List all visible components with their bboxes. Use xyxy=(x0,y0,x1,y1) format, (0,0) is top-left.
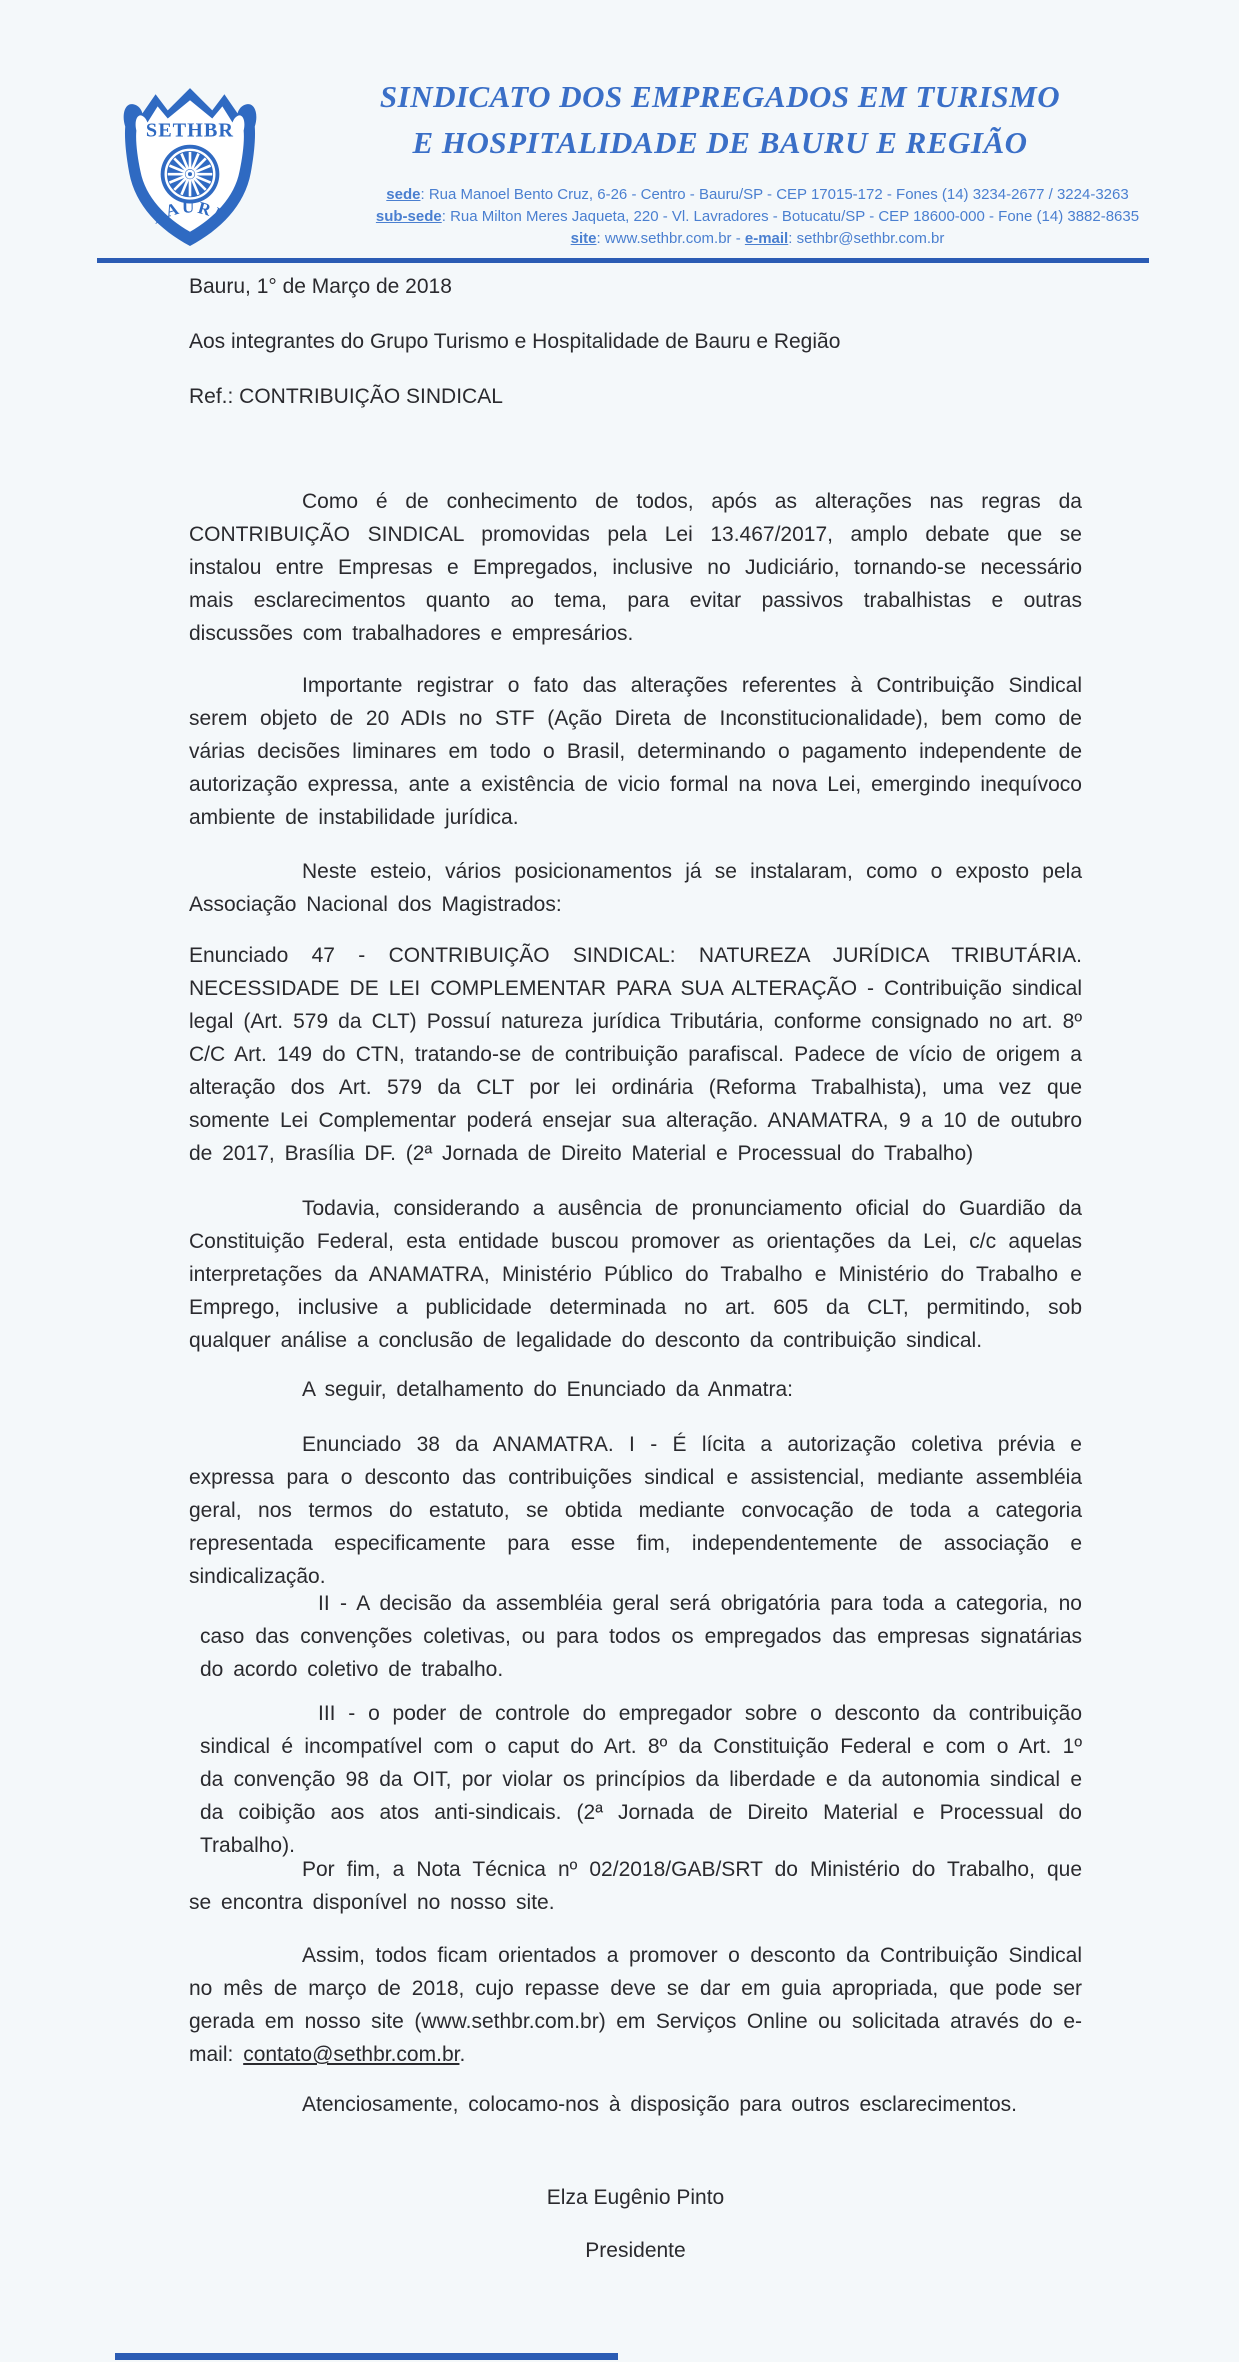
paragraph-1: Como é de conhecimento de todos, após as alterações nas regras da CONTRIBUIÇÃO SINDICAL promovidas pela Lei 13.467/2017, amplo debate que se instalou entre Empresas e Empregados, inclusive no Judiciário, tornando-se necessário mais esclarecimentos quanto ao tema, para evitar passivos trabalhistas e outras discussões com trabalhadores e empresários. xyxy=(189,490,1082,645)
closing-line: Atenciosamente, colocamo-nos à disposição para outros esclarecimentos. xyxy=(302,2093,1018,2116)
contact-line-subsede xyxy=(330,206,1185,228)
contact-block xyxy=(330,184,1185,250)
paragraph-9-item-iii: III - o poder de controle do empregador sobre o desconto da contribuição sindical é incompatível com o caput do Art. 8º da Constituição Federal e com o Art. 1º da convenção 98 da OIT, por violar os princípios da liberdade e da autonomia sindical e da coibição aos atos anti-sindicais. (2ª Jornada de Direito Material e Processual do Trabalho). xyxy=(200,1702,1082,1857)
subsede-text: : Rua Milton Meres Jaqueta, 220 - Vl. Lavradores - Botucatu/SP - CEP 18600-000 - Fone (14) 3882-8635 xyxy=(441,208,1140,225)
paragraph-11 xyxy=(189,1939,1082,2071)
paragraph-6: A seguir, detalhamento do Enunciado da Anmatra: xyxy=(302,1378,793,1401)
subsede-label: sub-sede xyxy=(375,208,442,225)
paragraph-4-enunciado-47: Enunciado 47 - CONTRIBUIÇÃO SINDICAL: NATUREZA JURÍDICA TRIBUTÁRIA. NECESSIDADE DE LEI COMPLEMENTAR PARA SUA ALTERAÇÃO - Contribuição sindical legal (Art. 579 da CLT) Possuí natureza jurídica Tributária, conforme consignado no art. 8º C/C Art. 149 do CTN, tratando-se de contribuição parafiscal. Padece de vício de origem a alteração dos Art. 579 da CLT por lei ordinária (Reforma Trabalhista), uma vez que somente Lei Complementar poderá ensejar sua alteração. ANAMATRA, 9 a 10 de outubro de 2017, Brasília DF. (2ª Jornada de Direito Material e Processual do Trabalho) xyxy=(189,944,1082,1165)
sede-text: : Rua Manoel Bento Cruz, 6-26 - Centro - Bauru/SP - CEP 17015-172 - Fones (14) 3234-2677 / 3224-3263 xyxy=(420,186,1129,203)
email-label: e-mail xyxy=(744,230,789,247)
contact-email-link: contato@sethbr.com.br xyxy=(243,2043,460,2066)
org-name xyxy=(320,74,1120,166)
letter-date: Bauru, 1° de Março de 2018 xyxy=(189,275,452,298)
header-rule xyxy=(97,258,1149,263)
paragraph-2: Importante registrar o fato das alterações referentes à Contribuição Sindical serem objeto de 20 ADIs no STF (Ação Direta de Inconstitucionalidade), bem como de várias decisões liminares em todo o Brasil, determinando o pagamento independente de autorização expressa, ante a existência de vicio formal na nova Lei, emergindo inequívoco ambiente de instabilidade jurídica. xyxy=(189,674,1082,829)
signature-title: Presidente xyxy=(585,2239,686,2262)
org-name-line1: SINDICATO DOS EMPREGADOS EM TURISMO xyxy=(379,79,1061,114)
paragraph-11-text: Assim, todos ficam orientados a promover o desconto da Contribuição Sindical no mês de março de 2018, cujo repasse deve se dar em guia apropriada, que pode ser gerada em nosso site (www.sethbr.com.br) em Serviços Online ou solicitada através do e-mail: xyxy=(189,1944,1082,2066)
paragraph-8-item-ii: II - A decisão da assembléia geral será obrigatória para toda a categoria, no caso das convenções coletivas, ou para todos os empregados das empresas signatárias do acordo coletivo de trabalho. xyxy=(200,1592,1082,1681)
paragraph-7-enunciado-38: Enunciado 38 da ANAMATRA. I - É lícita a autorização coletiva prévia e expressa para o desconto das contribuições sindical e assistencial, mediante assembléia geral, nos termos do estatuto, se obtida mediante convocação de toda a categoria representada especificamente para esse fim, independentemente de associação e sindicalização. xyxy=(189,1433,1082,1588)
sede-label: sede xyxy=(386,186,421,203)
site-label: site xyxy=(570,230,597,247)
paragraph-10: Por fim, a Nota Técnica nº 02/2018/GAB/SRT do Ministério do Trabalho, que se encontra disponível no nosso site. xyxy=(189,1858,1082,1914)
logo-bottom-text: BAURU xyxy=(148,197,232,228)
paragraph-3: Neste esteio, vários posicionamentos já se instalaram, como o exposto pela Associação Nacional dos Magistrados: xyxy=(189,860,1082,916)
site-text: : www.sethbr.com.br - xyxy=(596,230,745,247)
contact-line-site-email xyxy=(330,228,1185,250)
sethbr-shield-logo xyxy=(115,78,265,248)
email-text: : sethbr@sethbr.com.br xyxy=(788,230,945,247)
paragraph-5: Todavia, considerando a ausência de pronunciamento oficial do Guardião da Constituição Federal, esta entidade buscou promover as orientações da Lei, c/c aquelas interpretações da ANAMATRA, Ministério Público do Trabalho e Ministério do Trabalho e Emprego, inclusive a publicidade determinada no art. 605 da CLT, permitindo, sob qualquer análise a conclusão de legalidade do desconto da contribuição sindical. xyxy=(189,1197,1082,1352)
footer-rule xyxy=(115,2353,618,2360)
contact-line-sede xyxy=(330,184,1185,206)
letter-recipient: Aos integrantes do Grupo Turismo e Hospitalidade de Bauru e Região xyxy=(189,330,841,353)
logo-top-text: SETHBR xyxy=(145,119,235,142)
letter-reference: Ref.: CONTRIBUIÇÃO SINDICAL xyxy=(189,385,503,408)
paragraph-11-suffix: . xyxy=(459,2043,466,2066)
signature-name: Elza Eugênio Pinto xyxy=(546,2186,725,2209)
org-name-line2: E HOSPITALIDADE DE BAURU E REGIÃO xyxy=(412,125,1028,160)
wheel-icon xyxy=(161,145,220,204)
